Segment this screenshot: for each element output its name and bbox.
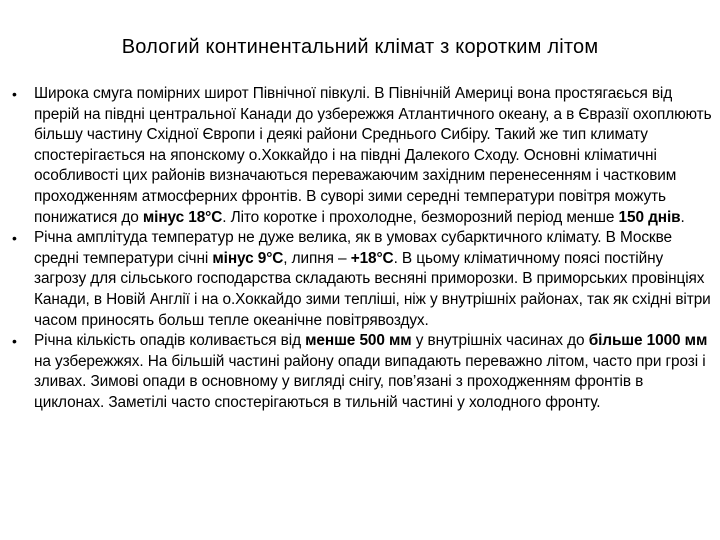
bullet-item-2 — [12, 228, 712, 331]
bullet-2-segment-2: мінус 9°С — [212, 249, 284, 267]
bullet-item-1 — [12, 84, 712, 228]
bullet-1-segment-2: мінус 18°С — [142, 208, 223, 226]
bullet-1-segment-4: 150 днів — [618, 208, 681, 226]
bullet-text-3 — [34, 331, 712, 413]
bullet-3-segment-3: у внутрішніх часинах до — [411, 332, 589, 350]
bullet-list — [12, 84, 712, 414]
bullet-text-1 — [34, 84, 712, 228]
bullet-3-segment-2: менше 500 мм — [305, 332, 412, 350]
bullet-2-segment-1: Річна амплітуда температур не дуже велика, як в умовах субарктичного клімату. В Москве средні температури січні — [34, 229, 672, 267]
slide-title: Вологий континентальний клімат з коротким літом — [121, 36, 599, 58]
bullet-3-segment-1: Річна кількість опадів коливається від — [34, 332, 306, 350]
bullet-dot-icon: • — [12, 230, 17, 247]
bullet-dot-icon: • — [12, 333, 17, 350]
bullet-text-2 — [34, 228, 712, 331]
bullet-1-segment-5: . — [680, 208, 685, 226]
bullet-2-segment-4: +18°С — [350, 249, 394, 267]
bullet-1-segment-1: Широка смуга помірних широт Північної півкулі. В Північній Америці вона простягаєься від прерій на півдні центральної Канади до узбережжя Атлантичного океану, а в Євразії охоплюють більшу частину Східної Європи і деякі райони Среднього Сибіру. Такий же тип климату спостерігається на японскому о.Хоккайдо і на півдні Далекого Сходу. Основні кліматичні особливості цих районів визначаються переважаючим західним перенесенням і частковим проходженням атмосферних фронтів. В суворі зими середні температури повітря можуть понижатися до — [34, 85, 712, 226]
bullet-dot-icon: • — [12, 86, 17, 102]
bullet-1-segment-3: . Літо коротке і прохолодне, безморозний період менше — [222, 208, 619, 226]
bullet-3-segment-4: більше 1000 мм — [588, 332, 708, 350]
bullet-item-3 — [12, 331, 712, 413]
bullet-2-segment-3: , липня – — [283, 249, 351, 267]
bullet-3-segment-5: на узбережжях. На більшій частині району опади випадають переважно літом, часто при грозі і зливах. Зимові опади в основному у вигляді снігу, пов’язані з проходженням фронтів в циклонах. Заметілі часто спостерігаються в тильній частині у холодного фронту. — [34, 352, 706, 411]
bullet-2-segment-5: . В цьому кліматичному поясі постійну загрозу для сільського господарства складають весняні приморозки. В приморських провінціях Канади, в Новій Англії і на о.Хоккайдо зими тепліші, ніж у внутрішніх районах, так як східні вітри часом приносять больш тепле океанічне повітрявоздух. — [34, 249, 711, 329]
